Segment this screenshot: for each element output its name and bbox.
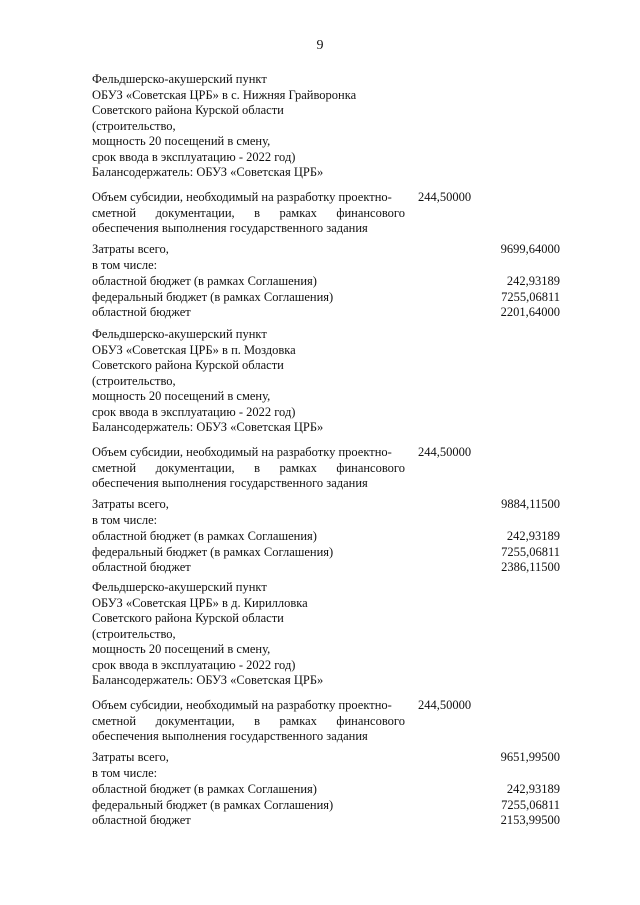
subsidy-value: 244,50000 [418,698,472,712]
cost-value: 2386,11500 [501,560,560,574]
object-description-line: (строительство, [92,373,176,388]
subsidy-description-line: обеспечения выполнения государственного задания [92,476,368,490]
object-description-line: ОБУЗ «Советская ЦРБ» в с. Нижняя Грайворонка [92,87,357,102]
object-description-line: (строительство, [92,626,176,641]
object-description-line: Балансодержатель: ОБУЗ «Советская ЦРБ» [92,420,324,434]
cost-label: в том числе: [92,512,158,527]
object-description-line: мощность 20 посещений в смену, [92,642,271,656]
cost-label: областной бюджет [92,813,191,827]
object-description-line: Советского района Курской области [92,358,284,372]
subsidy-description-line: Объем субсидии, необходимый на разработку проектно- [92,445,392,459]
cost-label: в том числе: [92,257,158,272]
cost-value: 7255,06811 [501,289,560,304]
cost-label: федеральный бюджет (в рамках Соглашения) [92,544,334,559]
cost-label: федеральный бюджет (в рамках Соглашения) [92,289,334,304]
subsidy-description-line: сметной документации, в рамках финансового [92,460,405,475]
object-description-line: Советского района Курской области [92,103,284,117]
cost-label: в том числе: [92,765,158,780]
subsidy-value: 244,50000 [418,445,472,459]
cost-label: областной бюджет [92,305,191,319]
subsidy-description-line: обеспечения выполнения государственного задания [92,221,368,235]
object-description-line: Советского района Курской области [92,611,284,625]
subsidy-description-line: сметной документации, в рамках финансового [92,205,405,220]
cost-label: Затраты всего, [92,750,169,764]
object-description-line: мощность 20 посещений в смену, [92,389,271,403]
object-description-line: Фельдшерско-акушерский пункт [92,580,267,594]
subsidy-description-line: сметной документации, в рамках финансового [92,713,405,728]
object-description-line: срок ввода в эксплуатацию - 2022 год) [92,404,296,419]
cost-label: областной бюджет [92,560,191,574]
object-description-line: срок ввода в эксплуатацию - 2022 год) [92,657,296,672]
subsidy-value: 244,50000 [418,190,472,204]
cost-value: 9651,99500 [500,750,560,764]
cost-label: областной бюджет (в рамках Соглашения) [92,782,317,796]
object-description-line: Фельдшерско-акушерский пункт [92,72,267,86]
object-description-line: Балансодержатель: ОБУЗ «Советская ЦРБ» [92,673,324,687]
object-description-line: Фельдшерско-акушерский пункт [92,327,267,341]
cost-value: 242,93189 [506,529,560,543]
cost-label: федеральный бюджет (в рамках Соглашения) [92,797,334,812]
cost-value: 9884,11500 [501,497,560,511]
cost-value: 2201,64000 [500,305,560,319]
cost-value: 2153,99500 [500,813,560,827]
object-description-line: Балансодержатель: ОБУЗ «Советская ЦРБ» [92,165,324,179]
cost-label: Затраты всего, [92,242,169,256]
cost-label: областной бюджет (в рамках Соглашения) [92,274,317,288]
subsidy-description-line: обеспечения выполнения государственного задания [92,729,368,743]
object-description-line: мощность 20 посещений в смену, [92,134,271,148]
cost-value: 7255,06811 [501,797,560,812]
cost-label: Затраты всего, [92,497,169,511]
cost-label: областной бюджет (в рамках Соглашения) [92,529,317,543]
cost-value: 7255,06811 [501,544,560,559]
cost-value: 242,93189 [506,274,560,288]
object-description-line: срок ввода в эксплуатацию - 2022 год) [92,149,296,164]
subsidy-description-line: Объем субсидии, необходимый на разработку проектно- [92,190,392,204]
object-description-line: ОБУЗ «Советская ЦРБ» в д. Кирилловка [92,595,308,610]
subsidy-description-line: Объем субсидии, необходимый на разработку проектно- [92,698,392,712]
cost-value: 242,93189 [506,782,560,796]
object-description-line: (строительство, [92,118,176,133]
page-number: 9 [316,38,324,53]
cost-value: 9699,64000 [500,242,560,256]
object-description-line: ОБУЗ «Советская ЦРБ» в п. Моздовка [92,342,296,357]
